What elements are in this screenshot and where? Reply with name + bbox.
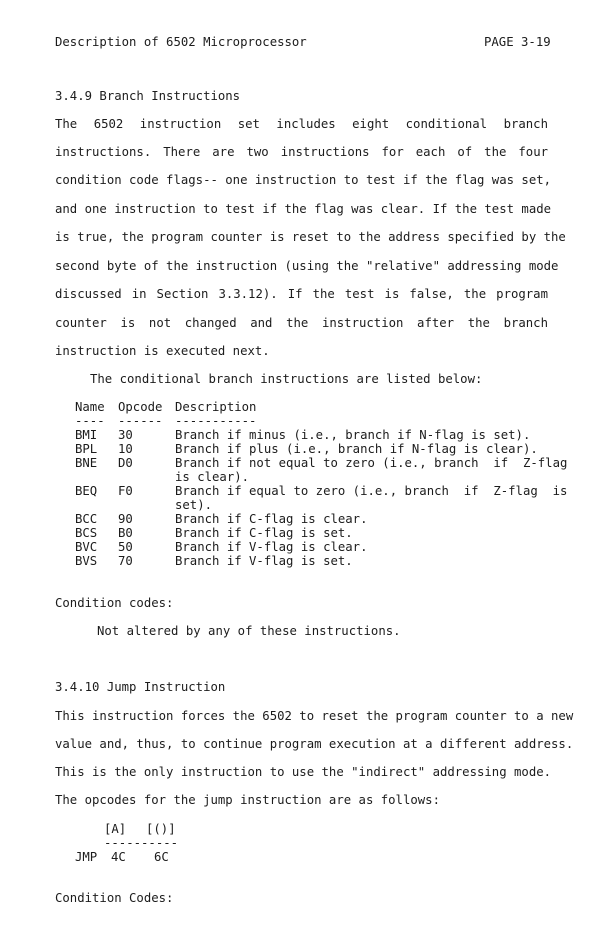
instruction-opcode: B0 (118, 526, 133, 540)
instruction-name: BVC (75, 540, 98, 554)
instruction-description: Branch if minus (i.e., branch if N-flag is set). (175, 428, 531, 442)
paragraph-line: This instruction forces the 6502 to reset the program counter to a new (55, 709, 574, 723)
instruction-name: BEQ (75, 484, 98, 498)
instruction-description-continued: set). (175, 498, 213, 512)
rule-opcode: ------ (118, 414, 163, 428)
header-name: Name (75, 400, 105, 414)
section-heading-jump: 3.4.10 Jump Instruction (55, 680, 226, 694)
paragraph-line: condition code flags-- one instruction to test if the flag was set, (55, 173, 552, 187)
jump-instruction-name: JMP (75, 850, 98, 864)
instruction-name: BVS (75, 554, 98, 568)
paragraph-line: The opcodes for the jump instruction are as follows: (55, 793, 440, 807)
instruction-name: BCS (75, 526, 98, 540)
instruction-opcode: 50 (118, 540, 133, 554)
instruction-description: Branch if C-flag is set. (175, 526, 353, 540)
instruction-opcode: D0 (118, 456, 133, 470)
rule-name: ---- (75, 414, 105, 428)
jump-opcode-indirect: 6C (154, 850, 169, 864)
instruction-opcode: 10 (118, 442, 133, 456)
jump-condition-codes-label: Condition Codes: (55, 891, 174, 905)
instruction-opcode: 30 (118, 428, 133, 442)
instruction-opcode: 90 (118, 512, 133, 526)
instruction-description: Branch if C-flag is clear. (175, 512, 368, 526)
condition-codes-text: Not altered by any of these instructions. (97, 624, 401, 638)
instruction-description: Branch if not equal to zero (i.e., branch if Z-flag (175, 456, 568, 470)
page-number: PAGE 3-19 (484, 35, 551, 49)
instruction-name: BPL (75, 442, 98, 456)
paragraph-line: value and, thus, to continue program execution at a different address. (55, 737, 574, 751)
paragraph-line: This is the only instruction to use the "indirect" addressing mode. (55, 765, 552, 779)
instruction-description: Branch if V-flag is clear. (175, 540, 368, 554)
instruction-name: BMI (75, 428, 98, 442)
paragraph-line: The 6502 instruction set includes eight conditional branch (55, 117, 548, 131)
instruction-description-continued: is clear). (175, 470, 250, 484)
section-heading-branch: 3.4.9 Branch Instructions (55, 89, 241, 103)
paragraph-line: counter is not changed and the instruction after the branch (55, 316, 548, 330)
paragraph-line: and one instruction to test if the flag was clear. If the test made (55, 202, 552, 216)
rule-description: ----------- (175, 414, 257, 428)
paragraph-line: instructions. There are two instructions for each of the four (55, 145, 548, 159)
paragraph-line: second byte of the instruction (using the "relative" addressing mode (55, 259, 559, 273)
instruction-description: Branch if plus (i.e., branch if N-flag is clear). (175, 442, 538, 456)
jump-mode-indirect: [()] (146, 822, 176, 836)
table-intro: The conditional branch instructions are listed below: (90, 372, 483, 386)
paragraph-line: instruction is executed next. (55, 344, 270, 358)
paragraph-line: discussed in Section 3.3.12). If the test is false, the program (55, 287, 548, 301)
instruction-description: Branch if equal to zero (i.e., branch if Z-flag is (175, 484, 568, 498)
paragraph-line: is true, the program counter is reset to the address specified by the (55, 230, 566, 244)
instruction-name: BCC (75, 512, 98, 526)
jump-mode-absolute: [A] (104, 822, 127, 836)
header-description: Description (175, 400, 257, 414)
running-header-title: Description of 6502 Microprocessor (55, 35, 307, 49)
header-opcode: Opcode (118, 400, 163, 414)
condition-codes-label: Condition codes: (55, 596, 174, 610)
instruction-description: Branch if V-flag is set. (175, 554, 353, 568)
jump-opcode-absolute: 4C (111, 850, 126, 864)
instruction-opcode: 70 (118, 554, 133, 568)
instruction-name: BNE (75, 456, 98, 470)
instruction-opcode: F0 (118, 484, 133, 498)
jump-table-rule: ---------- (104, 836, 179, 850)
